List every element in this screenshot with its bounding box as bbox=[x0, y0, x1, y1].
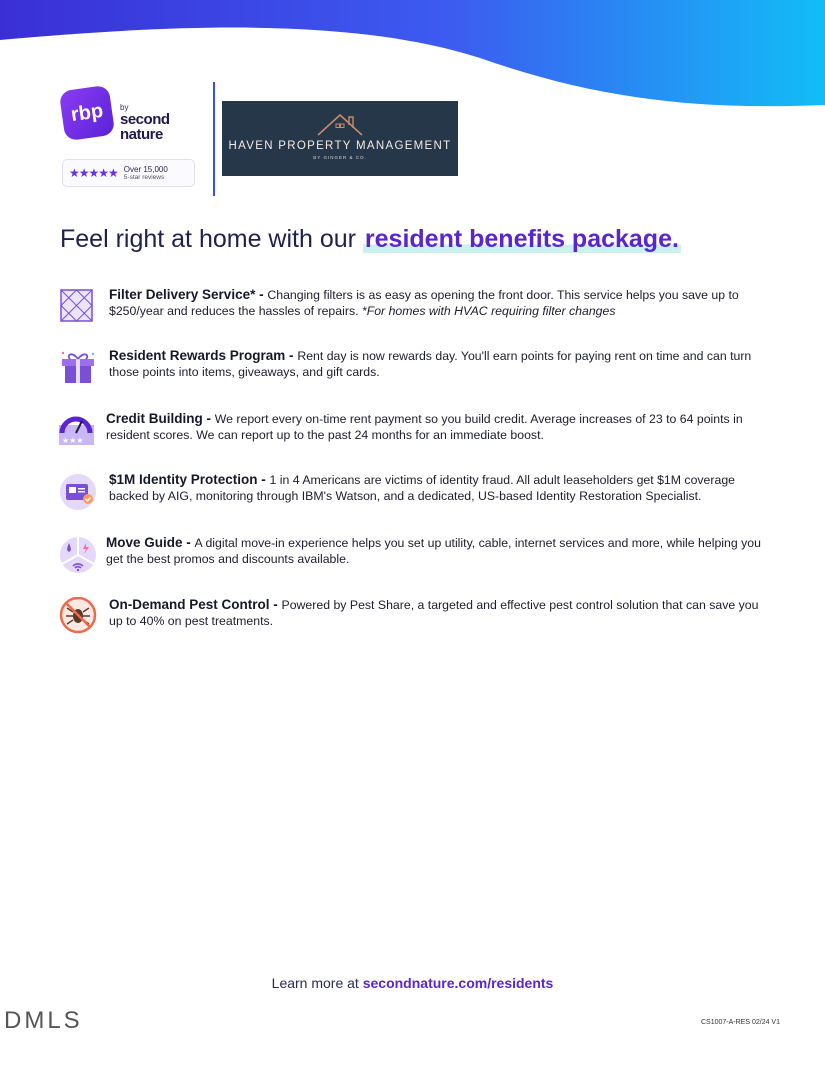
identity-card-icon bbox=[58, 472, 98, 512]
benefit-body: A digital move-in experience helps you set up utility, cable, internet services and more, while helping you get the best promos and discounts available. bbox=[106, 536, 761, 566]
benefit-body: Rent day is now rewards day. You'll earn points for paying rent on time and can turn those points into items, giveaways, and gift cards. bbox=[109, 349, 752, 379]
benefit-title: Credit Building - bbox=[106, 411, 215, 426]
benefit-title: $1M Identity Protection - bbox=[109, 472, 270, 487]
benefit-title: On-Demand Pest Control - bbox=[109, 597, 282, 612]
benefit-note: *For homes with HVAC requiring filter changes bbox=[361, 304, 616, 318]
learn-more-line: Learn more at secondnature.com/residents bbox=[271, 975, 554, 991]
house-roof-icon bbox=[316, 111, 364, 137]
headline-highlight: resident benefits package. bbox=[364, 225, 679, 253]
benefit-body: Powered by Pest Share, a targeted and effective pest control solution that can save you up to 40% on pest treatments. bbox=[109, 598, 759, 628]
utilities-wifi-icon bbox=[58, 535, 98, 575]
logo-divider bbox=[213, 82, 215, 196]
credit-gauge-icon bbox=[58, 411, 98, 451]
second-nature-wordmark: by second nature bbox=[120, 103, 170, 143]
no-bug-icon bbox=[58, 597, 98, 637]
rbp-badge: rbp bbox=[59, 85, 115, 141]
page-headline: Feel right at home with our resident benefits package. bbox=[60, 225, 679, 253]
haven-logo bbox=[222, 101, 458, 176]
residents-link[interactable]: secondnature.com/residents bbox=[362, 975, 554, 991]
svg-text:★★★: ★★★ bbox=[62, 436, 84, 445]
benefit-body: 1 in 4 Americans are victims of identity fraud. All adult leaseholders get $1M coverage backed by AIG, monitoring through IBM's Watson, and a dedicated, US-based Identity Restoration Specialist. bbox=[109, 473, 736, 503]
reviews-count: Over 15,000 bbox=[123, 164, 168, 174]
gift-box-icon bbox=[58, 348, 98, 388]
document-code: CS1007-A-RES 02/24 V1 bbox=[701, 1019, 780, 1026]
benefit-body: We report every on-time rent payment so you build credit. Average increases of 23 to 64 points in resident scores. We can report up to the past 24 months for an immediate boost. bbox=[106, 412, 743, 442]
five-star-icon: ★★★★★ bbox=[69, 166, 118, 180]
haven-tagline: BY GINGER & CO. bbox=[313, 155, 367, 160]
filter-grid-icon bbox=[58, 287, 98, 327]
benefit-title: Resident Rewards Program - bbox=[109, 348, 298, 363]
benefit-title: Move Guide - bbox=[106, 535, 195, 550]
dmls-watermark: DMLS bbox=[4, 1007, 83, 1034]
rbp-logo bbox=[62, 88, 170, 143]
benefit-body: Changing filters is as easy as opening the front door. This service helps you save up to $250/year and reduces the hassles of repairs. bbox=[109, 288, 739, 318]
benefit-title: Filter Delivery Service* - bbox=[109, 287, 268, 302]
reviews-subtitle: 5-star reviews bbox=[123, 173, 165, 181]
haven-company-name: HAVEN PROPERTY MANAGEMENT bbox=[228, 140, 452, 152]
reviews-badge bbox=[62, 159, 195, 187]
